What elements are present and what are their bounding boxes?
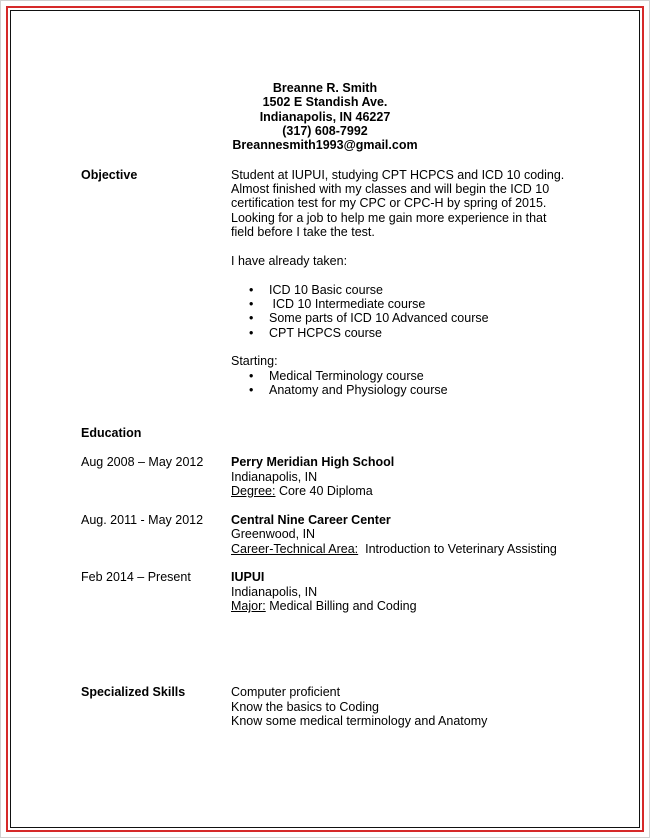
education-detail [231,542,557,557]
resume-name: Breanne R. Smith [272,81,378,95]
bullet-glyph: • [249,283,254,297]
taken-course: CPT HCPCS course [269,326,382,340]
objective-line: field before I take the test. [231,225,375,239]
bullet-glyph: • [249,369,254,383]
education-school: Perry Meridian High School [231,455,395,469]
starting-course: Medical Terminology course [269,369,424,383]
detail-label: Degree: [231,484,276,498]
education-school: Central Nine Career Center [231,513,391,527]
detail-value: Core 40 Diploma [275,484,373,498]
detail-label: Career-Technical Area: [231,542,359,556]
detail-label: Major: [231,599,266,613]
education-dates: Feb 2014 – Present [81,570,191,584]
email-address: Breannesmith1993@gmail.com [232,138,418,152]
starting-intro: Starting: [231,354,278,368]
objective-line: Almost finished with my classes and will begin the ICD 10 [231,182,550,196]
address-street: 1502 E Standish Ave. [262,95,388,109]
taken-course: Some parts of ICD 10 Advanced course [269,311,489,325]
skill-line: Computer proficient [231,685,341,699]
education-detail [231,484,373,499]
phone-number: (317) 608-7992 [282,124,368,138]
taken-intro: I have already taken: [231,254,348,268]
bullet-glyph: • [249,311,254,325]
objective-heading: Objective [81,168,138,182]
bullet-glyph: • [249,326,254,340]
detail-value: Introduction to Veterinary Assisting [358,542,557,556]
education-heading: Education [81,426,142,440]
detail-value: Medical Billing and Coding [265,599,417,613]
skill-line: Know some medical terminology and Anatomy [231,714,488,728]
skill-line: Know the basics to Coding [231,700,380,714]
objective-line: Student at IUPUI, studying CPT HCPCS and ICD 10 coding. [231,168,565,182]
education-location: Greenwood, IN [231,527,316,541]
taken-course: ICD 10 Basic course [269,283,383,297]
education-dates: Aug. 2011 - May 2012 [81,513,204,527]
education-school: IUPUI [231,570,265,584]
education-dates: Aug 2008 – May 2012 [81,455,204,469]
bullet-glyph: • [249,297,254,311]
skills-heading: Specialized Skills [81,685,186,699]
starting-course: Anatomy and Physiology course [269,383,448,397]
objective-line: Looking for a job to help me gain more experience in that [231,211,547,225]
objective-line: certification test for my CPC or CPC-H by spring of 2015. [231,196,547,210]
bullet-glyph: • [249,383,254,397]
education-location: Indianapolis, IN [231,585,318,599]
taken-course: ICD 10 Intermediate course [269,297,426,311]
address-city: Indianapolis, IN 46227 [259,110,391,124]
education-detail [231,599,417,614]
education-location: Indianapolis, IN [231,470,318,484]
